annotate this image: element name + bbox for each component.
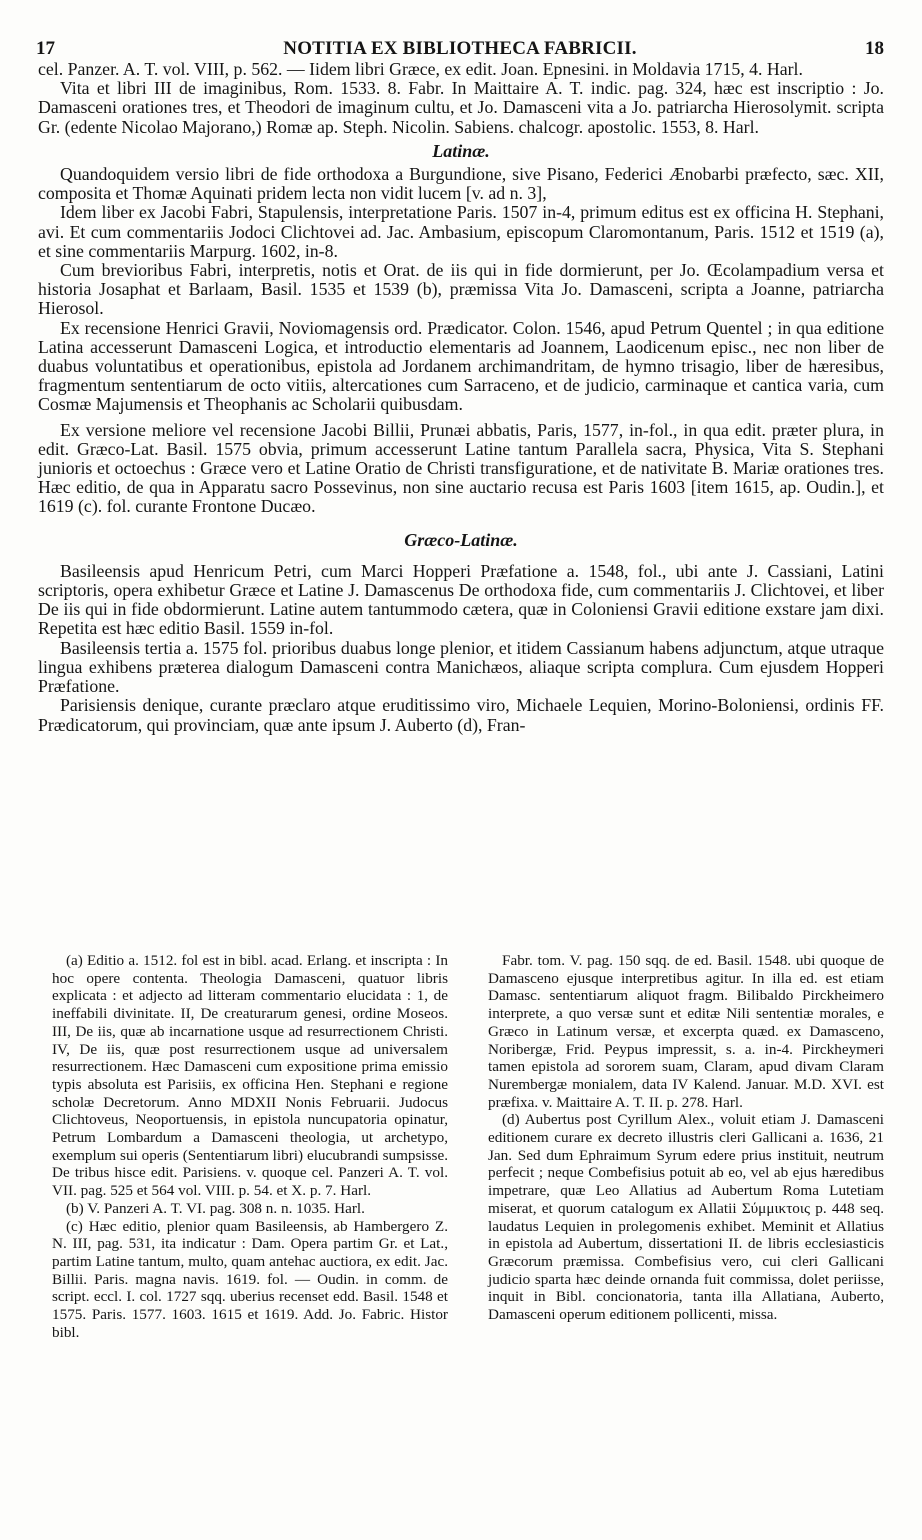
- footnotes-right-column: [488, 952, 884, 1341]
- footnotes-left-column: [52, 952, 448, 1341]
- main-text: [38, 60, 884, 735]
- paragraph: Basileensis tertia a. 1575 fol. prioribus duabus longe plenior, et itidem Cassianum habens adjunctum, atque utraque lingua exhibens præterea dialogum Damasceni contra Manichæos, aliaque scripta complura. Cum ejusdem Hopperi Præfatione.: [38, 637, 884, 697]
- paragraph: Idem liber ex Jacobi Fabri, Stapulensis, interpretatione Paris. 1507 in-4, primum editus est ex officina H. Stephani, avi. Et cum commentariis Jodoci Clichtovei ad. Jac. Ambasium, episcopum Claromontanum, Paris. 1512 et 1519 (a), et sine commentariis Marpurg. 1602, in-8.: [38, 202, 884, 261]
- footnote-a: (a) Editio a. 1512. fol est in bibl. acad. Erlang. et inscripta : In hoc opere contenta. Theologia Damasceni, quatuor libris explicata : et adjecto ad litteram commentario elucidata : 1, de ineffabili divinitate. II, De creaturarum genesi, ordine Moseos. III, De iis, quæ ab incarnatione usque ad resurrectionem Christi. IV, De iis, quæ post resurrectionem usque ad universalem resurrectionem. Hæc Damasceni cum expositione prima emissio typis absoluta est Parisiis, ex officina Hen. Stephani e regione scholæ Decretorum. Anno MDXII Nonis Februarii. Judocus Clichtoveus, Neoportuensis, in epistola nuncupatoria opinatur, Petrum Lombardum a Damasceni theologia, ut archetypo, exemplum sui operis (Sententiarum libri) elucubrandi sumpsisse. De tribus hisce edit. Parisiens. v. quoque cel. Panzeri A. T. vol. VII. pag. 525 et 564 vol. VIII. p. 54. et X. p. 7. Harl.: [52, 952, 448, 1200]
- footnote-b: (b) V. Panzeri A. T. VI. pag. 308 n. n. 1035. Harl.: [66, 1199, 365, 1217]
- running-title: NOTITIA EX BIBLIOTHECA FABRICII.: [283, 38, 637, 59]
- paragraph: Parisiensis denique, curante præclaro atque eruditissimo viro, Michaele Lequien, Morino-Boloniensi, ordinis FF. Prædicatorum, qui provinciam, quæ ante ipsum J. Auberto (d), Fran-: [38, 695, 884, 735]
- footnotes: [52, 952, 884, 1341]
- paragraph: Ex recensione Henrici Gravii, Noviomagensis ord. Prædicator. Colon. 1546, apud Petrum Quentel ; in qua editione Latina accesserunt Damasceni Logica, et introductio elementaris ad Joannem, Laodicenum episc., nec non liber de duabus voluntatibus et operationibus, epistola ad Jordanem archimandritam, de hymno trisagio, liber de hæresibus, fragmentum sententiarum de octo vitiis, altercationes cum Sarraceno, et de judicio, carminaque et cantica varia, cum Cosmæ Majumensis et Theophanis ac Scholarii quibusdam.: [38, 317, 884, 415]
- paragraph: Quandoquidem versio libri de fide orthodoxa a Burgundione, sive Pisano, Federici Ænobarbi præfecto, sæc. XII, composita et Thomæ Aquinati pridem lecta non vidit lucem [v. ad n. 3],: [38, 164, 884, 204]
- paragraph: Cum brevioribus Fabri, interpretis, notis et Orat. de iis qui in fide dormierunt, per Jo. Œcolampadium versa et historia Josaphat et Barlaam, Basil. 1535 et 1539 (b), præmissa Vita Jo. Damasceni, scripta a Joanne, patriarcha Hierosol.: [38, 260, 884, 319]
- footnote-c-continued: Fabr. tom. V. pag. 150 sqq. de ed. Basil. 1548. ubi quoque de Damasceno ejusque interpretibus agitur. In illa ed. est etiam Damasc. sententiarum aliquot fragm. Bilibaldo Pirckheimero interprete, a quo versæ sunt et editæ Nili sententiæ morales, e Græco in Latinum versæ, et excerpta quæd. ex Damasceno, Noribergæ, Frid. Peypus impressit, s. a. in-4. Pirckheymeri tamen epistola ad sororem suam, Claram, apud divam Claram Nurembergæ monialem, data IV Kalend. Januar. M.D. XVI. est præfixa. v. Maittaire A. T. II. p. 278. Harl.: [488, 952, 884, 1111]
- section-title-graeco-latinae: Græco-Latinæ.: [404, 529, 518, 550]
- paragraph: Basileensis apud Henricum Petri, cum Marci Hopperi Præfatione a. 1548, fol., ubi ante J. Cassiani, Latini scriptoris, opera exhibetur Græce et Latine J. Damascenus De orthodoxa fide, cum commentariis J. Clichtovei, et liber De iis qui in fide obdormierunt. Latine autem tantummodo cætera, quæ in Coloniensi Gravii editione exstare jam dixi. Repetita est hæc editio Basil. 1559 in-fol.: [38, 560, 884, 639]
- section-title-latinae: Latinæ.: [432, 140, 490, 161]
- paragraph: Vita et libri III de imaginibus, Rom. 1533. 8. Fabr. In Maittaire A. T. indic. pag. 324, hæc est inscriptio : Jo. Damasceni orationes tres, et Theodori de imaginum cultu, et Jo. Damasceni vita a Jo. patriarcha Hierosolymit. scripta Gr. (edente Nicolao Majorano,) Romæ ap. Steph. Nicolin. Sabiens. chalcogr. apostolic. 1553, 8. Harl.: [38, 78, 884, 137]
- footnote-d: (d) Aubertus post Cyrillum Alex., voluit etiam J. Damasceni editionem curare ex decreto illustris cleri Gallicani a. 1636, 21 Jan. Sed dum Ephraimum Syrum edere prius instituit, neutrum perfecit ; neque Combefisius potuit ab eo, vel ab ejus hæredibus impetrare, quæ Leo Allatius ad Aubertum Roma Lutetiam miserat, et quorum catalogum ex Allatii Σύμμικτοις p. 448 seq. laudatus Lequien in prolegomenis exhibet. Meminit et Allatius in epistola ad Aubertum, dissertationi II. de libris ecclesiasticis Græcorum præmissa. Combefisius vero, cui cleri Gallicani judicio sparta hæc deinde ornanda fuit commissa, dolet periisse, inquit in Bibl. concionatoria, tanta illa Allatiana, Auberto, Damasceni operum editionem pollicenti, missa.: [488, 1111, 884, 1324]
- paragraph: cel. Panzer. A. T. vol. VIII, p. 562. — Iidem libri Græce, ex edit. Joan. Epnesini. in Moldavia 1715, 4. Harl.: [38, 59, 803, 79]
- paragraph: Ex versione meliore vel recensione Jacobi Billii, Prunæi abbatis, Paris, 1577, in-fol., in qua edit. præter plura, in edit. Græco-Lat. Basil. 1575 obvia, primum accesserunt Latine tantum Parallela sacra, Physica, Vita S. Stephani junioris et octoechus : Græce vero et Latine Oratio de Christi transfiguratione, et de nativitate B. Mariæ orationes tres. Hæc editio, de qua in Apparatu sacro Possevinus, non sine auctario recusa est Paris 1603 [item 1615, ap. Oudin.], et 1619 (c). fol. curante Frontone Ducæo.: [38, 419, 884, 517]
- page-number-left: 17: [36, 38, 55, 59]
- footnote-c: (c) Hæc editio, plenior quam Basileensis, ab Hambergero Z. N. III, pag. 531, ita indicatur : Dam. Opera partim Gr. et Lat., partim Latine tantum, multo, quam antehac auctiora, ex edit. Jac. Billii. Paris. magna navis. 1619. fol. — Oudin. in comm. de script. eccl. I. col. 1727 sqq. uberius recenset edd. Basil. 1548 et 1575. Paris. 1577. 1603. 1615 et 1619. Add. Jo. Fabric. Histor bibl.: [52, 1217, 448, 1341]
- page-number-right: 18: [865, 38, 884, 59]
